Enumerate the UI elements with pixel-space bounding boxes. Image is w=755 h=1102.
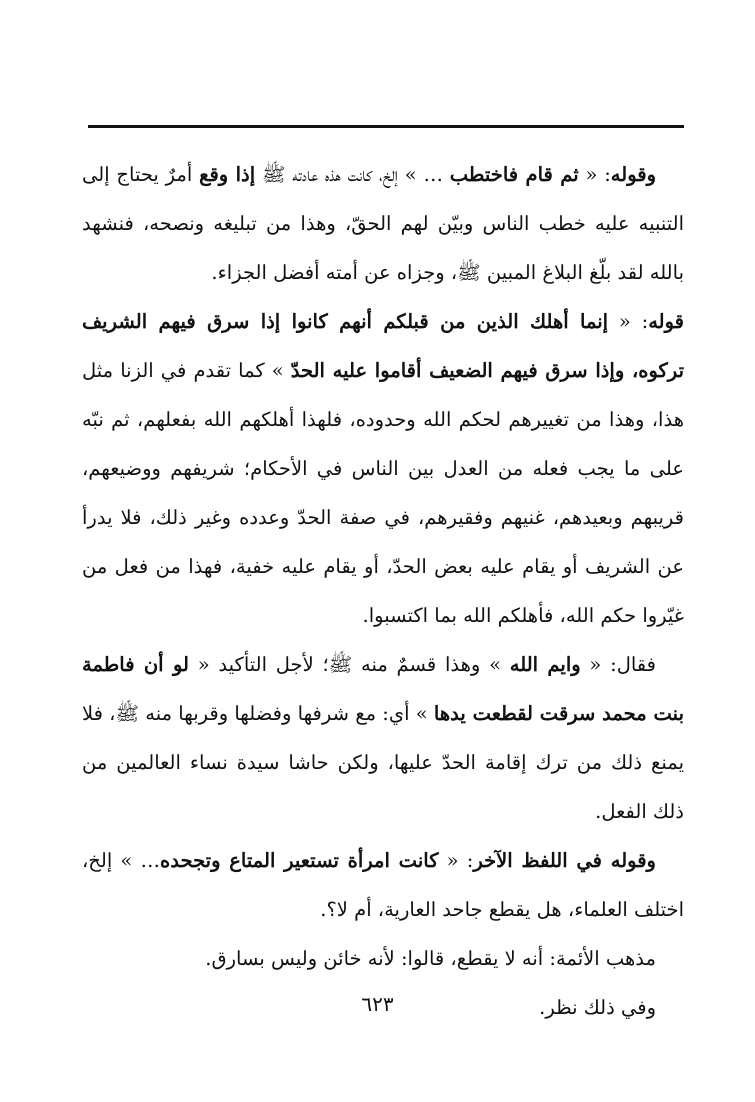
page-number: ٦٢٣ — [361, 992, 394, 1016]
text-body — [82, 150, 684, 1032]
bold-text-run: ثم قام فاختطب — [449, 163, 579, 186]
text-run: » كما تقدم في الزنا مثل هذا، وهذا من تغييرهم لحكم الله وحدوده، فلهذا أهلكهم الله بفعلهم، ثم نبّه على ما يجب فعله من العدل بين الناس في الأحكام؛ شريفهم ووضيعهم، قريبهم وبعيدهم، غنيهم وفقيرهم، في صفة الحدّ وعدده وغير ذلك، فلا يدرأ عن الشريف أو يقام عليه بعض الحدّ، أو يقام عليه خفية، فهذا من فعل من غيّروا حكم الله، فأهلكم الله بما اكتسبوا. — [82, 359, 684, 627]
text-run: وفي ذلك نظر. — [539, 996, 656, 1019]
bold-text-run: قوله — [648, 310, 684, 333]
text-run: : « — [438, 849, 474, 872]
bold-text-run: إنما أهلك الذين من قبلكم أنهم كانوا إذا سرق فيهم الشريف تركوه، وإذا سرق فيهم الضعيف أقاموا عليه الحدّ — [82, 310, 684, 382]
text-run: … » إلخ، اختلف العلماء، هل يقطع جاحد العارية، أم لا؟. — [82, 849, 684, 921]
text-run: : « — [608, 310, 649, 333]
text-run: مذهب الأئمة: أنه لا يقطع، قالوا: لأنه خائن وليس بسارق. — [205, 947, 656, 970]
text-run: : « — [578, 163, 611, 186]
text-run: فقال: « — [580, 653, 656, 676]
text-run: » وهذا قسمٌ منه ﷺ؛ لأجل التأكيد « — [188, 653, 510, 676]
bold-text-run: لو أن فاطمة بنت محمد سرقت لقطعت يدها — [82, 653, 684, 725]
bold-text-run: إذا وقع — [199, 163, 256, 186]
text-run: … » إلخ، كانت هذه عادته ﷺ — [255, 163, 450, 186]
paragraph-2 — [82, 297, 684, 640]
bold-text-run: كانت امرأة تستعير المتاع وتجحده — [160, 849, 439, 872]
top-rule — [88, 125, 684, 128]
bold-text-run: وايم الله — [509, 653, 581, 676]
bold-text-run: وقوله في اللفظ الآخر — [473, 849, 656, 872]
paragraph-3 — [82, 640, 684, 836]
paragraph-5 — [82, 934, 684, 983]
bold-text-run: وقوله — [610, 163, 657, 186]
paragraph-1 — [82, 150, 684, 297]
text-run: أمرٌ يحتاج إلى التنبيه عليه خطب الناس وبيّن لهم الحقّ، وهذا من تبليغه ونصحه، فنشهد بالله لقد بلّغ البلاغ المبين ﷺ، وجزاه عن أمته أفضل الجزاء. — [82, 163, 684, 284]
text-run: » أي: مع شرفها وفضلها وقربها منه ﷺ، فلا يمنع ذلك من ترك إقامة الحدّ عليها، ولكن حاشا سيدة نساء العالمين من ذلك الفعل. — [82, 702, 684, 823]
paragraph-4 — [82, 836, 684, 934]
